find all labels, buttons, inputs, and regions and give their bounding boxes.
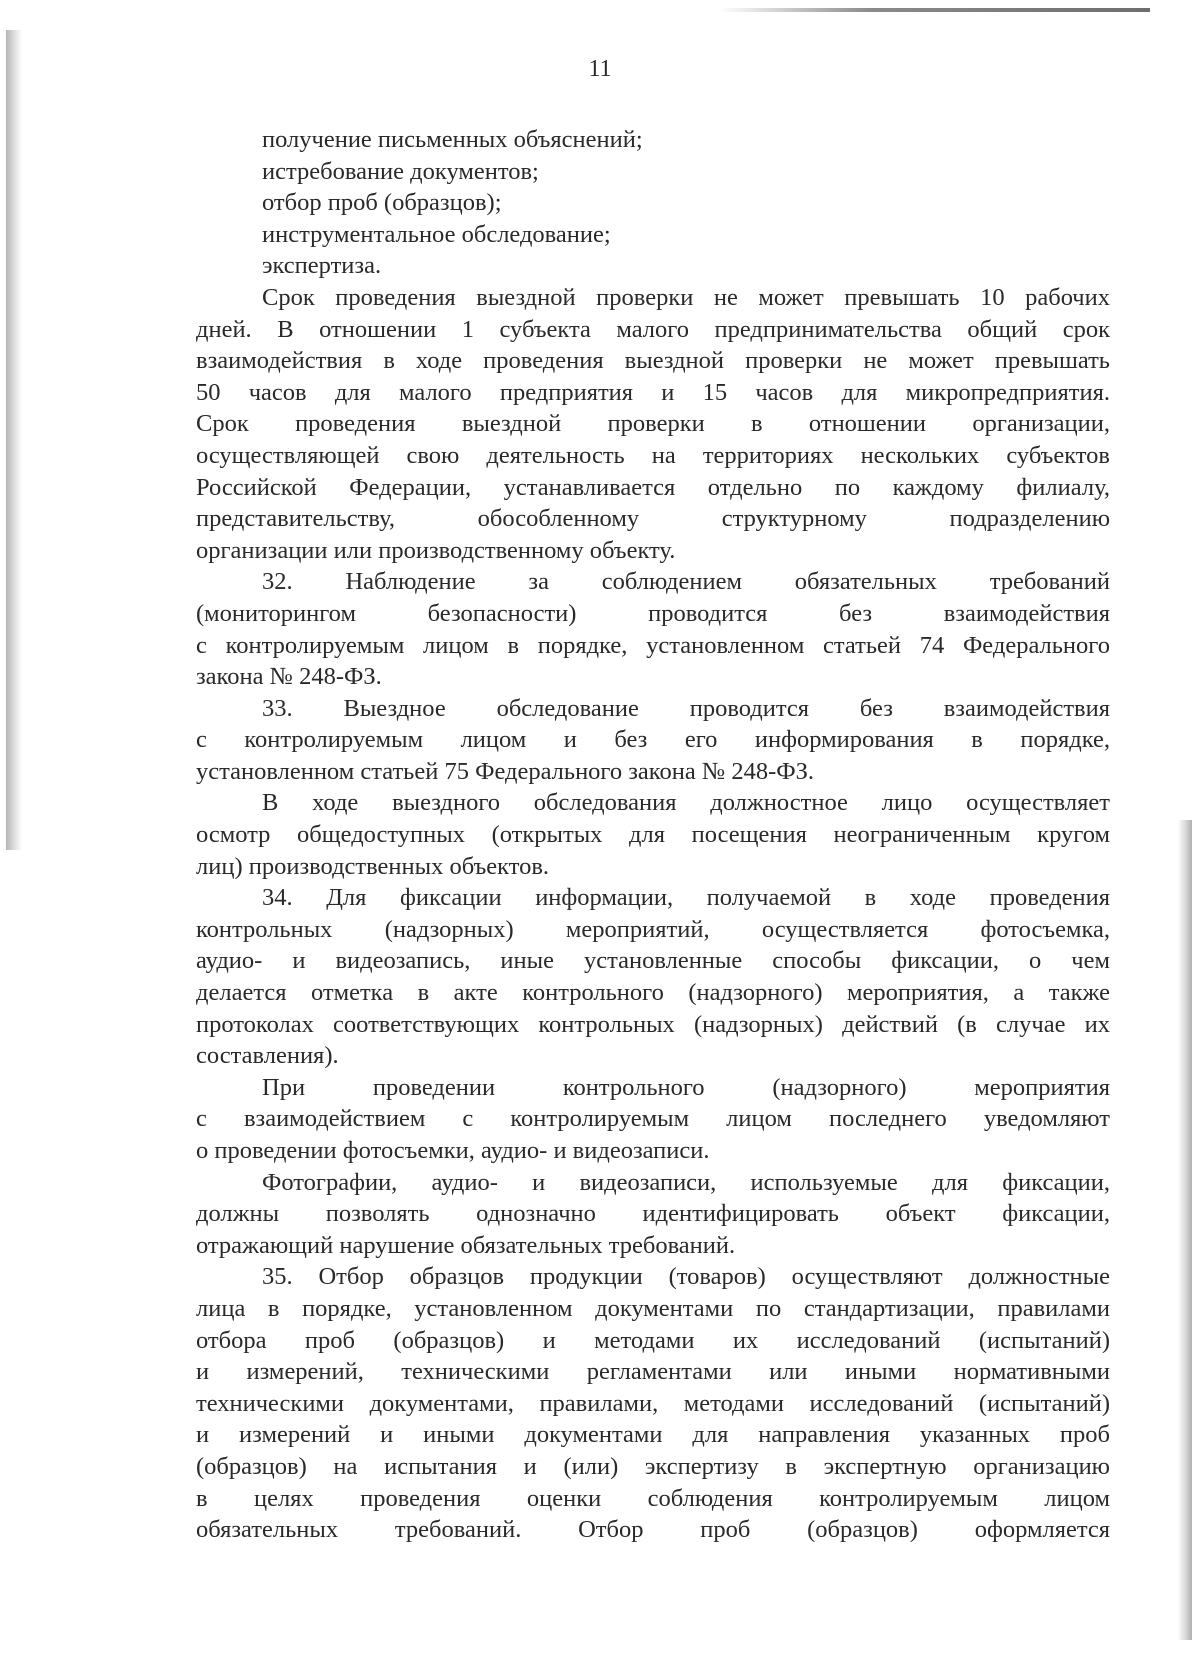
paragraph-line: и измерений и иными документами для направления указанных проб [196,1421,1110,1449]
paragraph-line: 34. Для фиксации информации, получаемой в ходе проведения [262,884,1110,912]
paragraph-line: закона № 248-ФЗ. [196,663,382,691]
list-item: отбор проб (образцов); [262,189,502,217]
paragraph-line: о проведении фотосъемки, аудио- и видеозаписи. [196,1137,710,1164]
paragraph-line: составления). [196,1042,339,1070]
paragraph [196,566,1110,692]
paragraph-line: отбора проб (образцов) и методами их исследований (испытаний) [196,1326,1110,1354]
paragraph [196,1072,1110,1167]
list-item: получение письменных объяснений; [262,126,643,153]
paragraph-line: аудио- и видеозапись, иные установленные способы фиксации, о чем [196,947,1110,975]
paragraph-line: отражающий нарушение обязательных требований. [196,1231,736,1259]
paragraph-line: дней. В отношении 1 субъекта малого предпринимательства общий срок [196,315,1110,343]
measures-list [196,124,1110,282]
paragraph-line: протоколах соответствующих контрольных (надзорных) действий (в случае их [196,1010,1110,1038]
paragraph-line: 33. Выездное обследование проводится без взаимодействия [262,694,1110,722]
paragraph [196,882,1110,1072]
list-item: истребование документов; [262,157,539,185]
paragraph-line: Российской Федерации, устанавливается отдельно по каждому филиалу, [196,473,1110,501]
document-body [196,124,1110,1546]
paragraph-line: (образцов) на испытания и (или) экспертизу в экспертную организацию [196,1452,1110,1480]
paragraph-line: (мониторингом безопасности) проводится без взаимодействия [196,599,1110,627]
list-item: экспертиза. [262,252,382,280]
paragraph-line: 35. Отбор образцов продукции (товаров) осуществляют должностные [262,1263,1110,1291]
paragraph-line: техническими документами, правилами, методами исследований (испытаний) [196,1389,1110,1417]
paragraph-line: осмотр общедоступных (открытых для посещения неограниченным кругом [196,821,1110,849]
paragraph-line: 50 часов для малого предприятия и 15 часов для микропредприятия. [196,378,1110,406]
paragraph [196,693,1110,788]
paragraph [196,787,1110,882]
paragraphs [196,282,1110,1546]
paragraph-line: В ходе выездного обследования должностное лицо осуществляет [262,789,1110,817]
paragraph-line: взаимодействия в ходе проведения выездной проверки не может превышать [196,347,1110,375]
paragraph [196,1167,1110,1262]
paragraph-line: Срок проведения выездной проверки не может превышать 10 рабочих [262,283,1110,311]
scan-right-edge [1178,820,1192,1640]
paragraph-line: При проведении контрольного (надзорного) мероприятия [262,1073,1110,1101]
paragraph-line: лиц) производственных объектов. [196,852,550,880]
scan-left-edge [6,30,22,850]
paragraph-line: с контролируемым лицом в порядке, установленном статьей 74 Федерального [196,631,1110,659]
paragraph-line: должны позволять однозначно идентифицировать объект фиксации, [196,1200,1110,1228]
paragraph [196,1261,1110,1545]
list-item: инструментальное обследование; [262,220,611,248]
paragraph-line: лица в порядке, установленном документами по стандартизации, правилами [196,1294,1110,1322]
paragraph-line: с взаимодействием с контролируемым лицом последнего уведомляют [196,1105,1110,1133]
scan-top-edge [720,8,1150,12]
page-number: 11 [588,56,612,82]
paragraph-line: осуществляющей свою деятельность на территориях нескольких субъектов [196,441,1110,469]
paragraph-line: делается отметка в акте контрольного (надзорного) мероприятия, а также [196,979,1110,1007]
paragraph-line: контрольных (надзорных) мероприятий, осуществляется фотосъемка, [196,915,1110,943]
paragraph-line: с контролируемым лицом и без его информирования в порядке, [196,726,1110,754]
paragraph [196,282,1110,566]
paragraph-line: и измерений, техническими регламентами или иными нормативными [196,1358,1110,1386]
paragraph-line: представительству, обособленному структурному подразделению [196,505,1110,533]
paragraph-line: обязательных требований. Отбор проб (образцов) оформляется [196,1516,1110,1544]
paragraph-line: Срок проведения выездной проверки в отношении организации, [196,410,1110,438]
paragraph-line: в целях проведения оценки соблюдения контролируемым лицом [196,1484,1110,1512]
paragraph-line: 32. Наблюдение за соблюдением обязательных требований [262,568,1110,596]
paragraph-line: установленном статьей 75 Федерального закона № 248-ФЗ. [196,757,814,785]
paragraph-line: Фотографии, аудио- и видеозаписи, используемые для фиксации, [262,1168,1110,1196]
paragraph-line: организации или производственному объекту. [196,536,676,564]
